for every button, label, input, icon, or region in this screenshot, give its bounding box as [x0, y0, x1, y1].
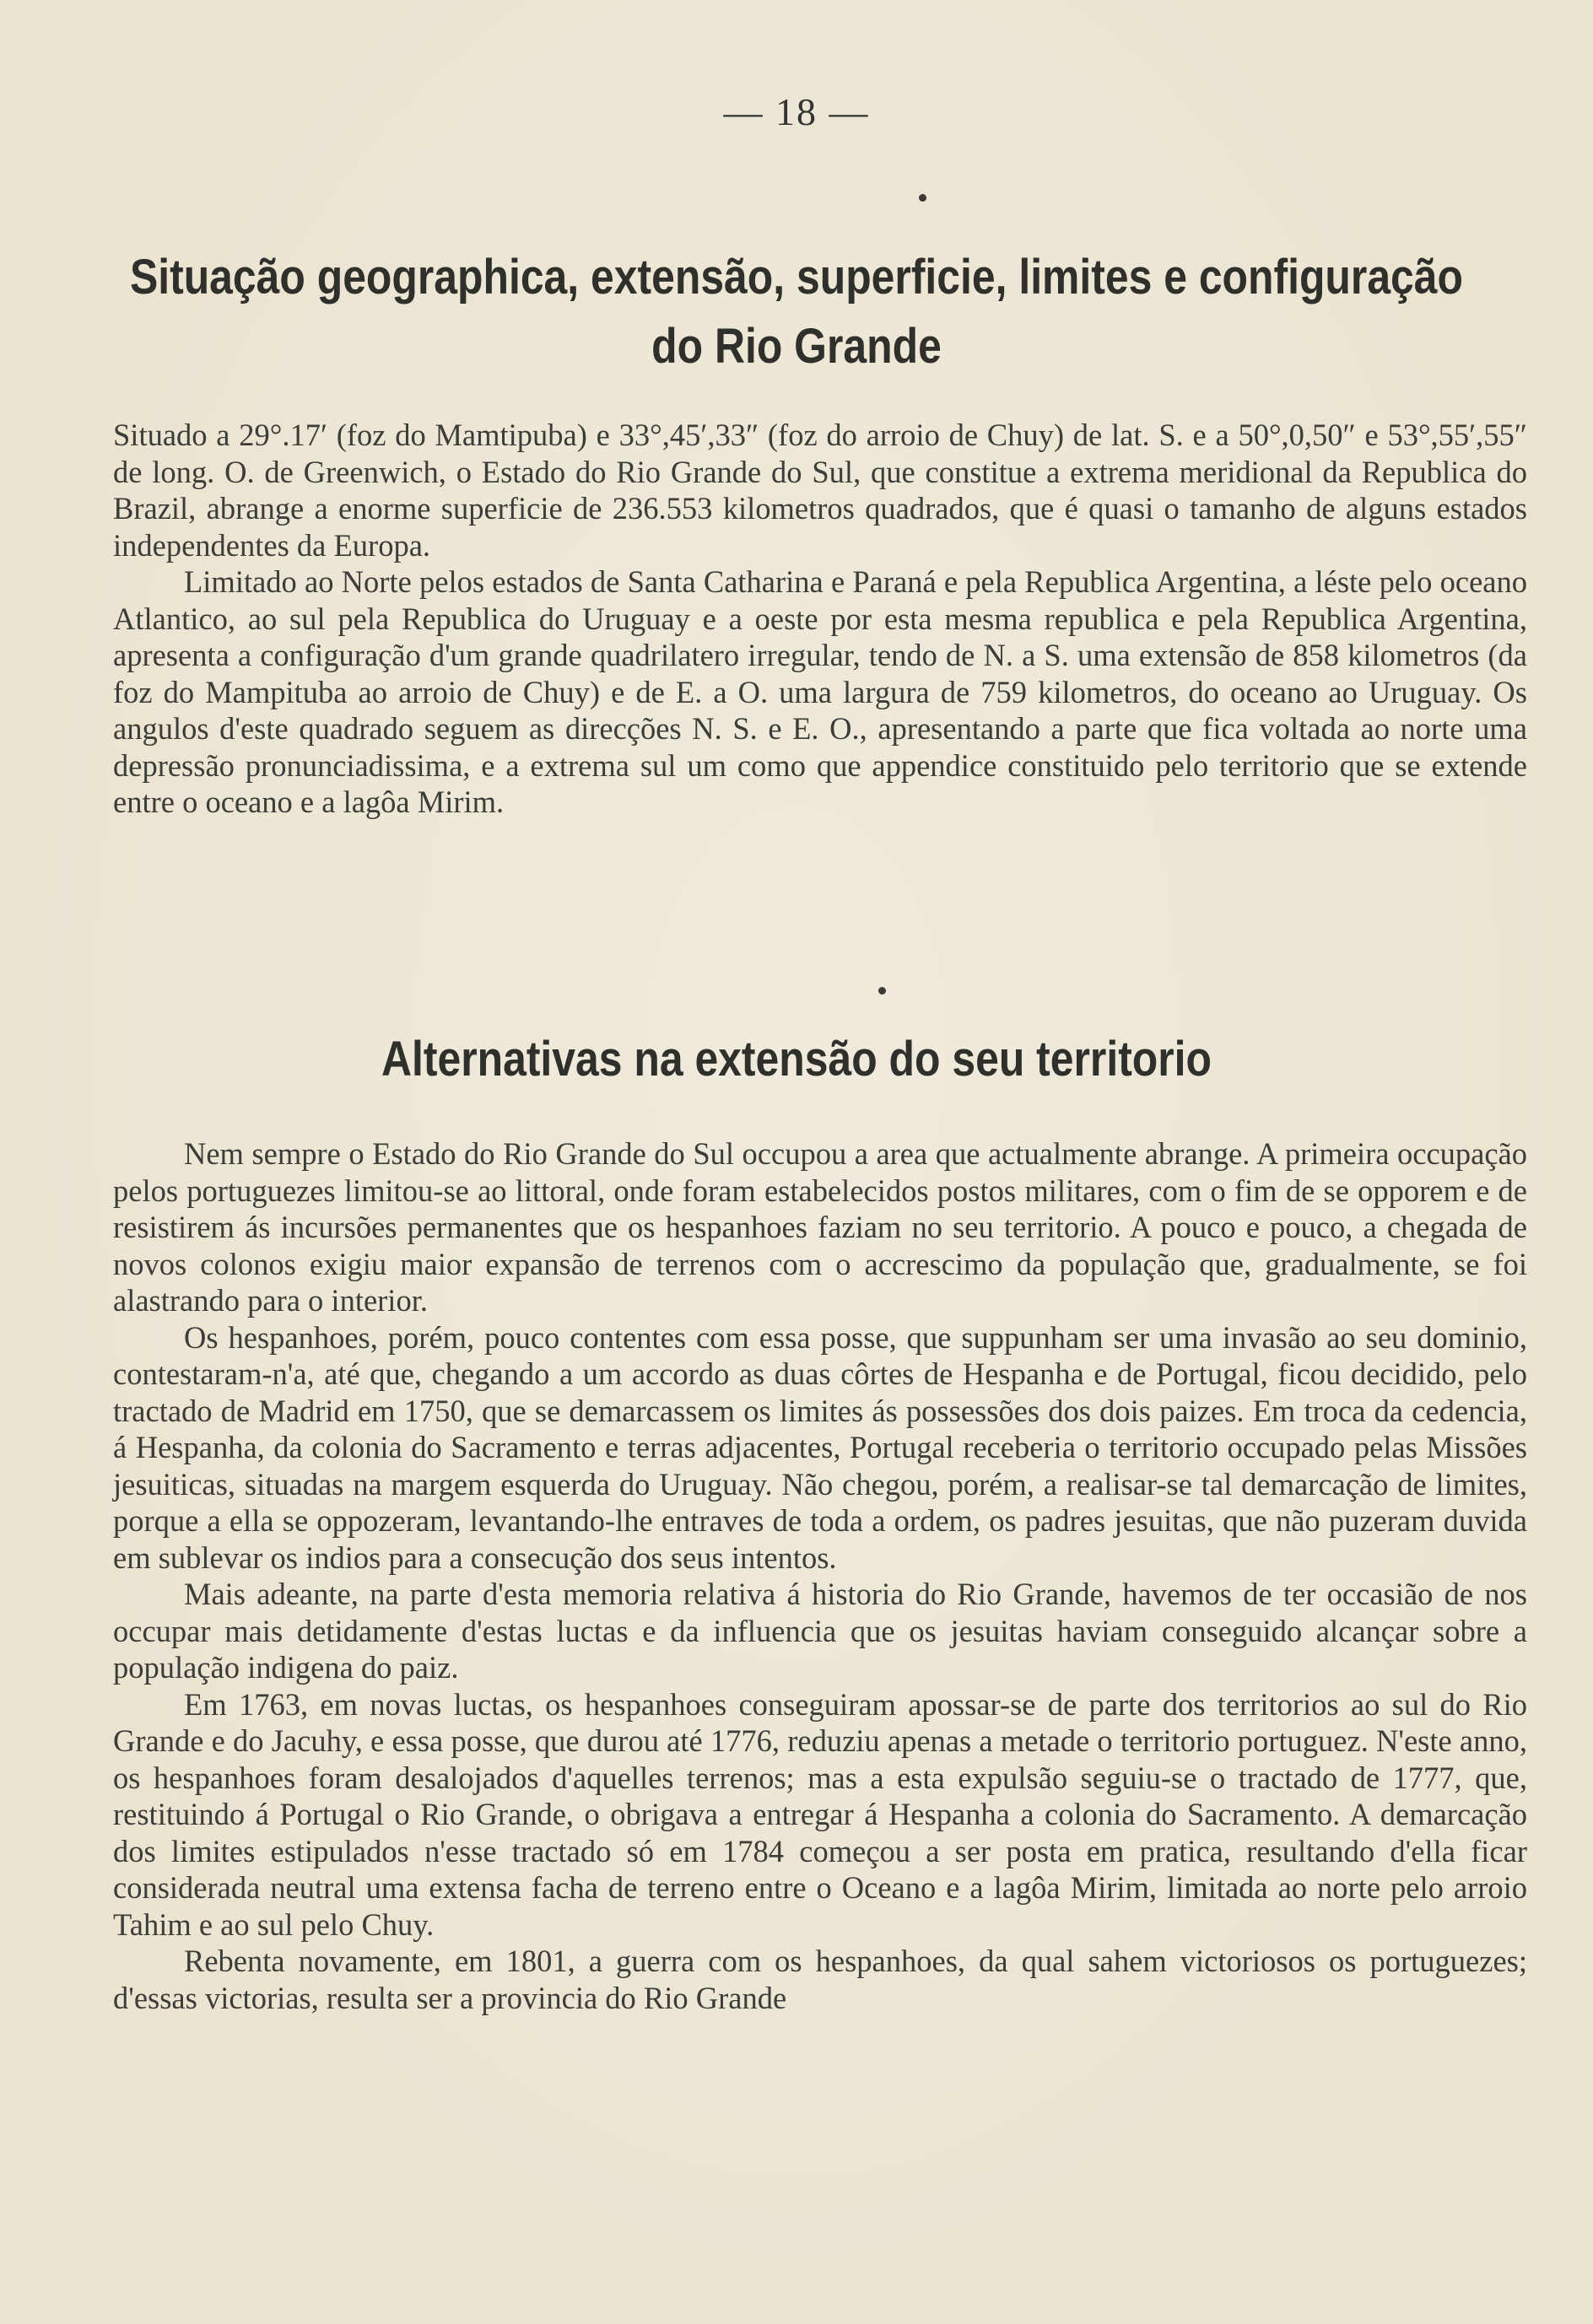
section-heading-geography [111, 243, 1482, 381]
section-heading-territory [111, 1026, 1482, 1093]
paragraph: Mais adeante, na parte d'esta memoria relativa á historia do Rio Grande, havemos de ter occasião de nos occupar mais detidamente d'estas luctas e da influencia que os jesuitas haviam conseguido alcançar sobre a população indigena do paiz. [113, 1577, 1527, 1685]
decorative-dot [919, 194, 926, 202]
section-heading-line-2: do Rio Grande [651, 319, 942, 374]
page-number: — 18 — [723, 90, 870, 133]
decorative-dot [878, 987, 886, 995]
paragraph: Os hespanhoes, porém, pouco contentes com essa posse, que suppunham ser uma invasão ao seu dominio, contestaram-n'a, até que, chegando a um accordo as duas côrtes de Hespanha e de Portugal, ficou decidido, pelo tractado de Madrid em 1750, que se demarcassem os limites ás possessões dos dois paizes. Em troca da cedencia, á Hespanha, da colonia do Sacramento e terras adjacentes, Portugal receberia o territorio occupado pelas Missões jesuiticas, situadas na margem esquerda do Uruguay. Não chegou, porém, a realisar-se tal demarcação de limites, porque a ella se oppozeram, levantando-lhe entraves de toda a ordem, os padres jesuitas, que não puzeram duvida em sublevar os indios para a consecução dos seus intentos. [113, 1319, 1527, 1575]
section-heading-line-1: Situação geographica, extensão, superficie, limites e configuração [129, 250, 1464, 305]
paragraph: Rebenta novamente, em 1801, a guerra com os hespanhoes, da qual sahem victoriosos os portuguezes; d'essas victorias, resulta ser a provincia do Rio Grande [113, 1944, 1527, 2015]
section-body-territory [113, 1135, 1527, 2016]
paragraph: Situado a 29°.17′ (foz do Mamtipuba) e 33°,45′,33″ (foz do arroio de Chuy) de lat. S. e a 50°,0,50″ e 53°,55′,55″ de long. O. de Greenwich, o Estado do Rio Grande do Sul, que constitue a extrema meridional da Republica do Brazil, abrange a enorme superficie de 236.553 kilometros quadrados, que é quasi o tamanho de alguns estados independentes da Europa. [113, 418, 1527, 563]
section-body-geography [113, 417, 1527, 821]
paragraph: Em 1763, em novas luctas, os hespanhoes conseguiram apossar-se de parte dos territorios ao sul do Rio Grande e do Jacuhy, e essa posse, que durou até 1776, reduziu apenas a metade o territorio portuguez. N'este anno, os hespanhoes foram desalojados d'aquelles terrenos; mas a esta expulsão seguiu-se o tractado de 1777, que, restituindo á Portugal o Rio Grande, o obrigava a entregar á Hespanha a colonia do Sacramento. A demarcação dos limites estipulados n'esse tractado só em 1784 começou a ser posta em pratica, resultando d'ella ficar considerada neutral uma extensa facha de terreno entre o Oceano e a lagôa Mirim, limitada ao norte pelo arroio Tahim e ao sul pelo Chuy. [113, 1686, 1527, 1942]
paragraph: Nem sempre o Estado do Rio Grande do Sul occupou a area que actualmente abrange. A primeira occupação pelos portuguezes limitou-se ao littoral, onde foram estabelecidos postos militares, com o fim de se opporem e de resistirem ás incursões permanentes que os hespanhoes faziam no seu territorio. A pouco e pouco, a chegada de novos colonos exigiu maior expansão de terrenos com o accrescimo da população que, gradualmente, se foi alastrando para o interior. [113, 1136, 1527, 1318]
paragraph: Limitado ao Norte pelos estados de Santa Catharina e Paraná e pela Republica Argentina, a léste pelo oceano Atlantico, ao sul pela Republica do Uruguay e a oeste por esta mesma republica e pela Republica Argentina, apresenta a configuração d'um grande quadrilatero irregular, tendo de N. a S. uma extensão de 858 kilometros (da foz do Mampituba ao arroio de Chuy) e de E. a O. uma largura de 759 kilometros, do oceano ao Uruguay. Os angulos d'este quadrado seguem as direcções N. S. e E. O., apresentando a parte que fica voltada ao norte uma depressão pronunciadissima, e a extrema sul um como que appendice constituido pelo territorio que se extende entre o oceano e a lagôa Mirim. [113, 564, 1527, 819]
section-heading-line: Alternativas na extensão do seu territorio [381, 1032, 1212, 1087]
